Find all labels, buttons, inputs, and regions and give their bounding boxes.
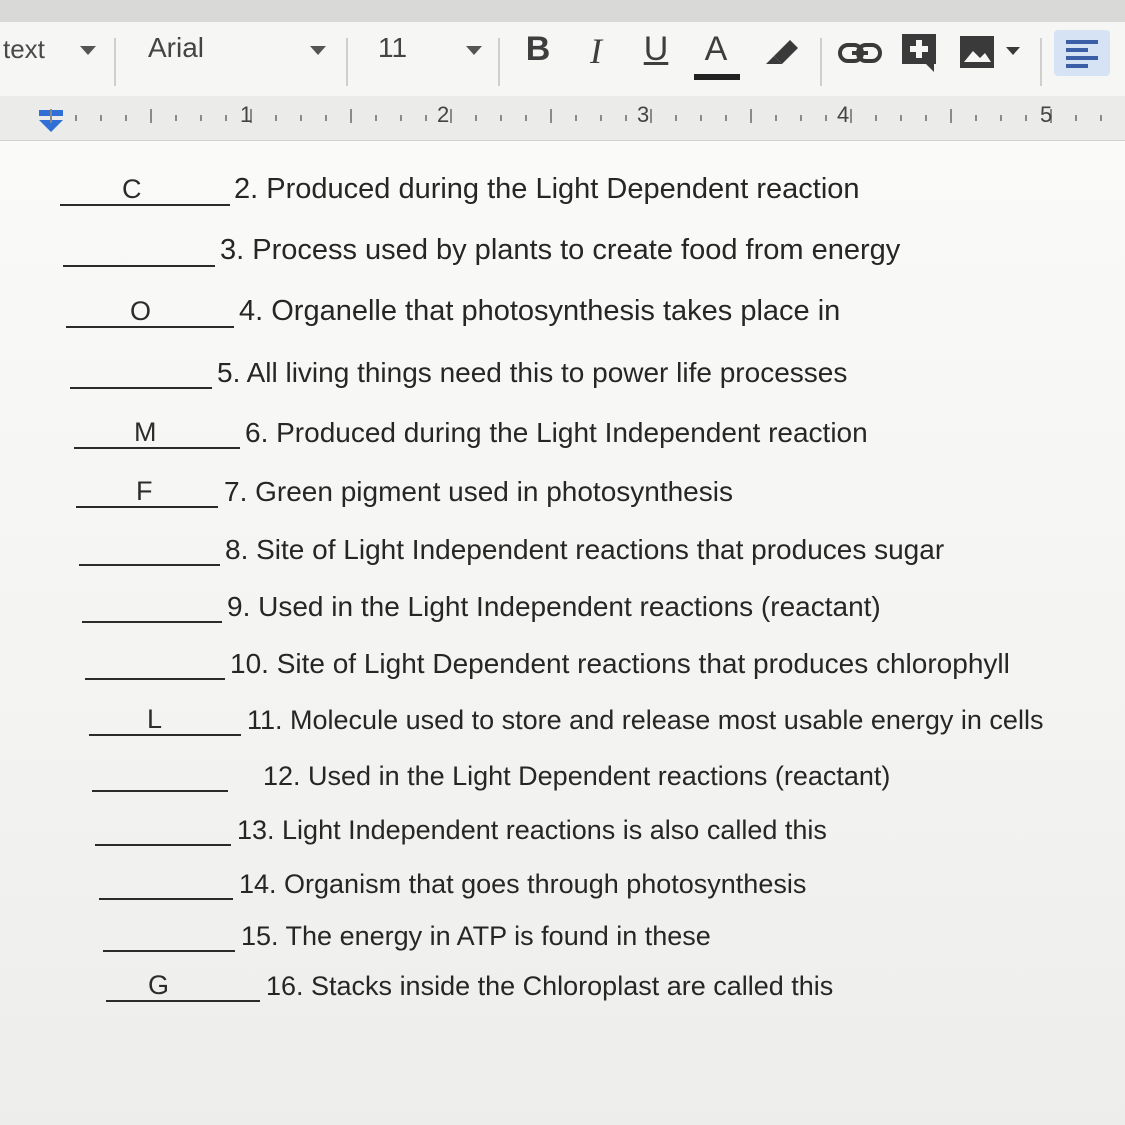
insert-comment-icon[interactable] (900, 32, 940, 74)
answer-letter: G (148, 970, 170, 1000)
ruler-tick (150, 109, 152, 123)
toolbar-divider (114, 38, 116, 86)
answer-blank[interactable] (63, 264, 215, 267)
ruler-tick (825, 115, 827, 121)
answer-blank[interactable] (79, 563, 220, 566)
paragraph-style-label: text (3, 34, 45, 64)
answer-blank[interactable] (92, 789, 228, 792)
answer-blank[interactable] (82, 620, 222, 623)
align-left-icon (1064, 38, 1100, 68)
question-text: 11. Molecule used to store and release most usable energy in cells (247, 705, 1044, 735)
answer-blank[interactable] (106, 999, 260, 1002)
italic-button[interactable]: I (590, 31, 602, 71)
ruler-tick (500, 115, 502, 121)
question-line (63, 233, 963, 267)
ruler-tick (1075, 115, 1077, 121)
answer-blank[interactable] (99, 897, 233, 900)
ruler-tick (1025, 115, 1027, 121)
question-text: 16. Stacks inside the Chloroplast are called this (266, 971, 834, 1001)
answer-blank[interactable] (70, 386, 212, 389)
question-text: 9. Used in the Light Independent reactions (reactant) (227, 591, 881, 622)
ruler-tick (875, 115, 877, 121)
ruler-tick (525, 115, 527, 121)
question-line (106, 968, 966, 1002)
ruler-tick (175, 115, 177, 121)
underline-button[interactable]: U (643, 30, 669, 68)
toolbar-divider (1040, 38, 1042, 86)
answer-letter: C (122, 174, 142, 204)
question-line (99, 866, 959, 900)
ruler-number: 4 (837, 102, 850, 127)
toolbar-divider (346, 38, 348, 86)
ruler-tick (750, 109, 752, 123)
ruler-number: 2 (437, 102, 450, 127)
ruler-number: 5 (1040, 102, 1053, 127)
ruler-tick (775, 115, 777, 121)
ruler-tick (450, 109, 452, 123)
ruler-tick (200, 115, 202, 121)
question-line (103, 918, 963, 952)
font-size-dropdown[interactable] (360, 30, 490, 66)
question-text: 4. Organelle that photosynthesis takes place in (239, 295, 841, 327)
ruler-tick (800, 115, 802, 121)
ruler-tick (850, 109, 852, 123)
question-text: 14. Organism that goes through photosynthesis (239, 869, 807, 899)
chevron-down-icon (466, 46, 482, 55)
question-line (79, 532, 979, 566)
ruler-tick (100, 115, 102, 121)
ruler-tick (675, 115, 677, 121)
answer-letter: L (147, 704, 163, 734)
toolbar-divider (498, 38, 500, 86)
question-text: 13. Light Independent reactions is also called this (237, 815, 827, 845)
text-color-swatch (694, 74, 740, 80)
chevron-down-icon (80, 46, 96, 55)
question-line (85, 646, 1065, 680)
answer-blank[interactable] (103, 949, 235, 952)
insert-image-icon[interactable] (958, 34, 1028, 70)
horizontal-ruler[interactable] (0, 96, 1125, 141)
question-text: 7. Green pigment used in photosynthesis (224, 476, 733, 507)
ruler-tick (275, 115, 277, 121)
question-text: 12. Used in the Light Dependent reactions (reactant) (263, 761, 891, 791)
ruler-number: 1 (240, 102, 253, 127)
ruler-tick (425, 115, 427, 121)
ruler-tick (1100, 115, 1102, 121)
ruler-tick (225, 115, 227, 121)
question-text: 8. Site of Light Independent reactions that produces sugar (225, 534, 945, 565)
ruler-tick (925, 115, 927, 121)
question-line (60, 172, 920, 206)
ruler-tick (725, 115, 727, 121)
font-family-label: Arial (148, 32, 205, 63)
link-icon[interactable] (836, 38, 884, 68)
ruler-tick (600, 115, 602, 121)
chevron-down-icon (310, 46, 326, 55)
question-line (95, 812, 955, 846)
ruler-tick (475, 115, 477, 121)
question-text: 6. Produced during the Light Independent reaction (245, 417, 868, 448)
ruler-tick (1000, 115, 1002, 121)
question-line (92, 758, 952, 792)
question-text: 10. Site of Light Dependent reactions that produces chlorophyll (230, 648, 1010, 679)
text-color-button[interactable]: A (704, 30, 728, 68)
ruler-tick (550, 109, 552, 123)
answer-blank[interactable] (60, 203, 230, 206)
toolbar-divider (820, 38, 822, 86)
answer-blank[interactable] (89, 733, 241, 736)
ruler-tick (300, 115, 302, 121)
question-text: 2. Produced during the Light Dependent reaction (234, 173, 860, 205)
question-line (70, 355, 930, 389)
ruler-tick (350, 109, 352, 123)
ruler-tick (75, 115, 77, 121)
answer-blank[interactable] (85, 677, 225, 680)
answer-letter: M (134, 417, 157, 447)
font-size-label: 11 (378, 32, 408, 63)
question-line (82, 589, 942, 623)
menu-bar-strip (0, 0, 1125, 23)
answer-blank[interactable] (95, 843, 231, 846)
question-text: 15. The energy in ATP is found in these (241, 921, 711, 951)
ruler-tick (575, 115, 577, 121)
answer-letter: F (136, 476, 153, 506)
paragraph-style-dropdown[interactable] (0, 30, 110, 66)
ruler-tick (325, 115, 327, 121)
answer-letter: O (130, 296, 152, 326)
font-family-dropdown[interactable] (130, 30, 340, 66)
ruler-tick (700, 115, 702, 121)
ruler-tick (400, 115, 402, 121)
answer-blank[interactable] (74, 446, 240, 449)
ruler-tick (650, 109, 652, 123)
ruler-tick (950, 109, 952, 123)
highlighter-icon[interactable] (760, 34, 802, 70)
ruler-tick (375, 115, 377, 121)
ruler-tick (900, 115, 902, 121)
question-line (89, 702, 1109, 736)
question-text: 3. Process used by plants to create food from energy (220, 234, 901, 266)
question-line (74, 415, 934, 449)
ruler-tick (50, 109, 52, 123)
ruler-number: 3 (637, 102, 650, 127)
question-line (66, 294, 926, 328)
align-left-button[interactable] (1054, 30, 1110, 76)
question-text: 5. All living things need this to power life processes (217, 357, 848, 388)
question-line (76, 474, 936, 508)
ruler-tick (625, 115, 627, 121)
ruler-tick (975, 115, 977, 121)
bold-button[interactable]: B (525, 30, 551, 68)
ruler-tick (125, 115, 127, 121)
